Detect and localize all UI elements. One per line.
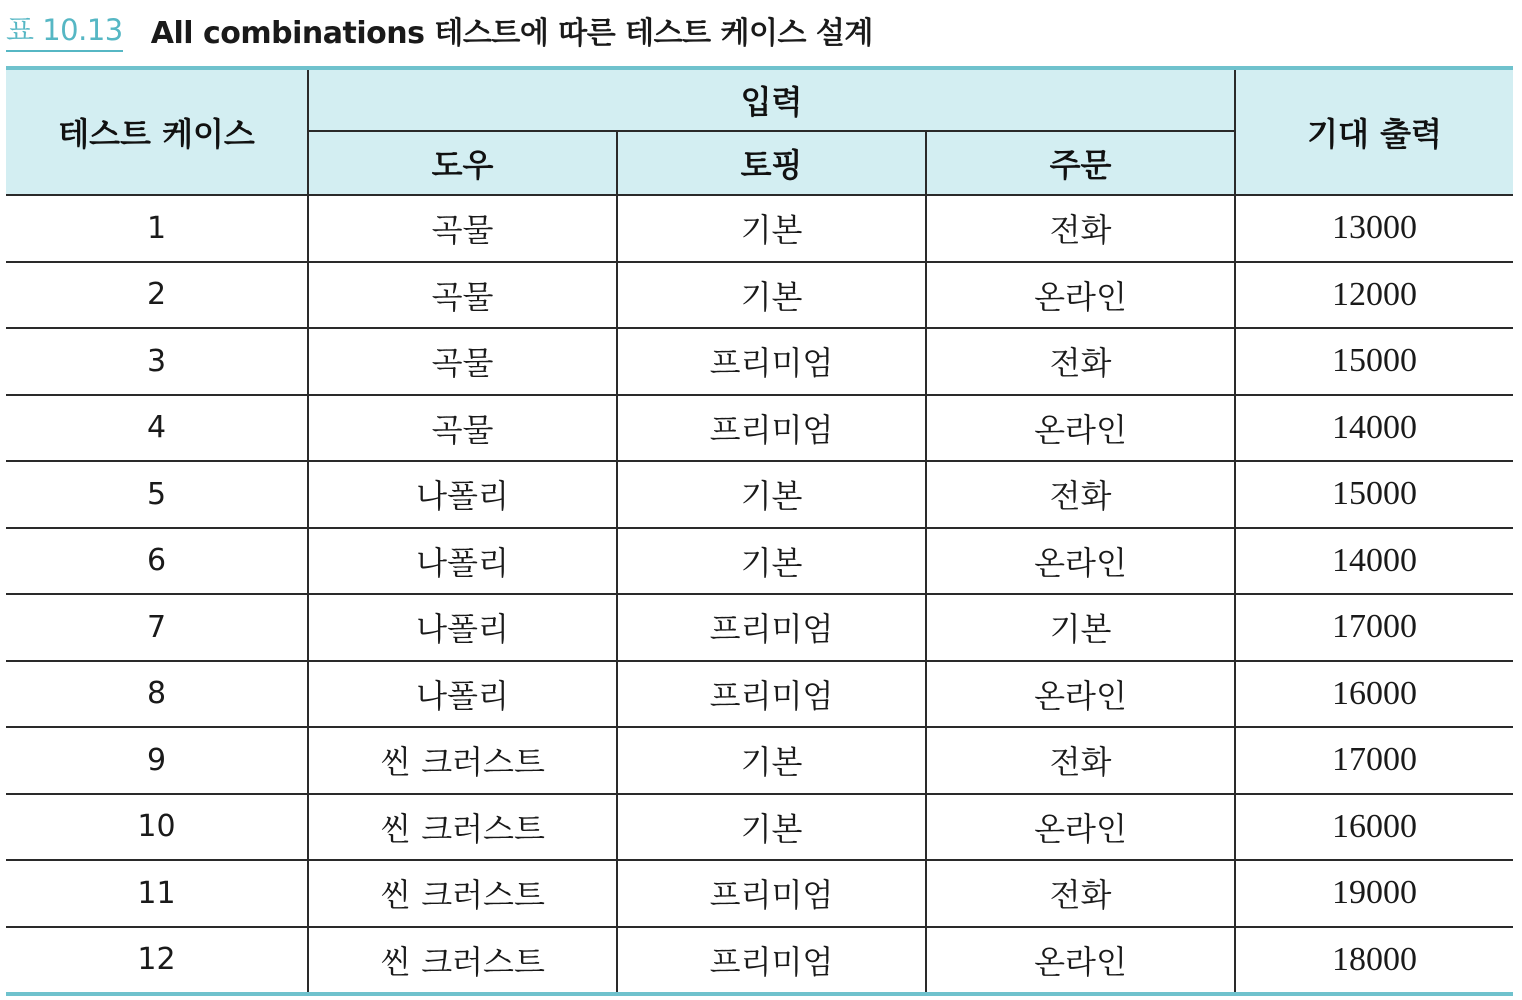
table-row xyxy=(6,461,1513,528)
table-row xyxy=(6,727,1513,794)
cell-expected-output: 19000 xyxy=(1235,860,1513,927)
cell-test-case: 9 xyxy=(6,727,308,794)
cell-dough: 씬 크러스트 xyxy=(308,927,617,995)
cell-dough: 곡물 xyxy=(308,395,617,462)
header-dough: 도우 xyxy=(308,131,617,195)
cell-order: 전화 xyxy=(926,860,1235,927)
cell-expected-output: 12000 xyxy=(1235,262,1513,329)
cell-topping: 프리미엄 xyxy=(617,860,926,927)
table-row xyxy=(6,328,1513,395)
cell-topping: 프리미엄 xyxy=(617,661,926,728)
cell-expected-output: 14000 xyxy=(1235,528,1513,595)
cell-order: 기본 xyxy=(926,594,1235,661)
cell-expected-output: 14000 xyxy=(1235,395,1513,462)
table-body xyxy=(6,195,1513,994)
cell-expected-output: 13000 xyxy=(1235,195,1513,262)
cell-topping: 기본 xyxy=(617,461,926,528)
cell-topping: 프리미엄 xyxy=(617,927,926,995)
cell-dough: 나폴리 xyxy=(308,528,617,595)
cell-test-case: 6 xyxy=(6,528,308,595)
cell-test-case: 8 xyxy=(6,661,308,728)
table-row xyxy=(6,262,1513,329)
test-case-table xyxy=(6,66,1513,996)
table-header xyxy=(6,68,1513,195)
cell-test-case: 12 xyxy=(6,927,308,995)
cell-order: 전화 xyxy=(926,328,1235,395)
cell-order: 온라인 xyxy=(926,927,1235,995)
cell-order: 온라인 xyxy=(926,262,1235,329)
cell-test-case: 5 xyxy=(6,461,308,528)
cell-expected-output: 15000 xyxy=(1235,328,1513,395)
cell-order: 전화 xyxy=(926,195,1235,262)
header-input-group: 입력 xyxy=(308,68,1235,131)
table-row xyxy=(6,860,1513,927)
table-row xyxy=(6,661,1513,728)
cell-test-case: 1 xyxy=(6,195,308,262)
cell-test-case: 10 xyxy=(6,794,308,861)
header-expected-output: 기대 출력 xyxy=(1235,68,1513,195)
cell-topping: 프리미엄 xyxy=(617,395,926,462)
cell-order: 전화 xyxy=(926,461,1235,528)
cell-order: 온라인 xyxy=(926,528,1235,595)
cell-dough: 씬 크러스트 xyxy=(308,727,617,794)
table-row xyxy=(6,794,1513,861)
cell-topping: 프리미엄 xyxy=(617,328,926,395)
cell-dough: 씬 크러스트 xyxy=(308,860,617,927)
cell-topping: 기본 xyxy=(617,727,926,794)
table-row xyxy=(6,528,1513,595)
table-title: All combinations 테스트에 따른 테스트 케이스 설계 xyxy=(150,16,873,51)
cell-test-case: 11 xyxy=(6,860,308,927)
table-number-label: 표 10.13 xyxy=(6,8,123,52)
cell-topping: 기본 xyxy=(617,794,926,861)
cell-expected-output: 17000 xyxy=(1235,727,1513,794)
cell-order: 온라인 xyxy=(926,395,1235,462)
cell-dough: 나폴리 xyxy=(308,461,617,528)
header-topping: 토핑 xyxy=(617,131,926,195)
table-row xyxy=(6,927,1513,995)
table-row xyxy=(6,395,1513,462)
cell-test-case: 3 xyxy=(6,328,308,395)
cell-topping: 프리미엄 xyxy=(617,594,926,661)
cell-order: 온라인 xyxy=(926,794,1235,861)
table-row xyxy=(6,594,1513,661)
cell-order: 전화 xyxy=(926,727,1235,794)
cell-expected-output: 17000 xyxy=(1235,594,1513,661)
cell-topping: 기본 xyxy=(617,195,926,262)
cell-dough: 곡물 xyxy=(308,195,617,262)
cell-test-case: 4 xyxy=(6,395,308,462)
cell-dough: 곡물 xyxy=(308,328,617,395)
cell-dough: 씬 크러스트 xyxy=(308,794,617,861)
cell-dough: 나폴리 xyxy=(308,594,617,661)
cell-order: 온라인 xyxy=(926,661,1235,728)
cell-topping: 기본 xyxy=(617,262,926,329)
cell-dough: 나폴리 xyxy=(308,661,617,728)
cell-expected-output: 18000 xyxy=(1235,927,1513,995)
cell-topping: 기본 xyxy=(617,528,926,595)
table-row xyxy=(6,195,1513,262)
cell-expected-output: 15000 xyxy=(1235,461,1513,528)
cell-dough: 곡물 xyxy=(308,262,617,329)
cell-expected-output: 16000 xyxy=(1235,661,1513,728)
table-caption xyxy=(6,8,873,52)
header-test-case: 테스트 케이스 xyxy=(6,68,308,195)
cell-test-case: 7 xyxy=(6,594,308,661)
cell-test-case: 2 xyxy=(6,262,308,329)
cell-expected-output: 16000 xyxy=(1235,794,1513,861)
header-order: 주문 xyxy=(926,131,1235,195)
test-case-table-container xyxy=(6,66,1513,996)
